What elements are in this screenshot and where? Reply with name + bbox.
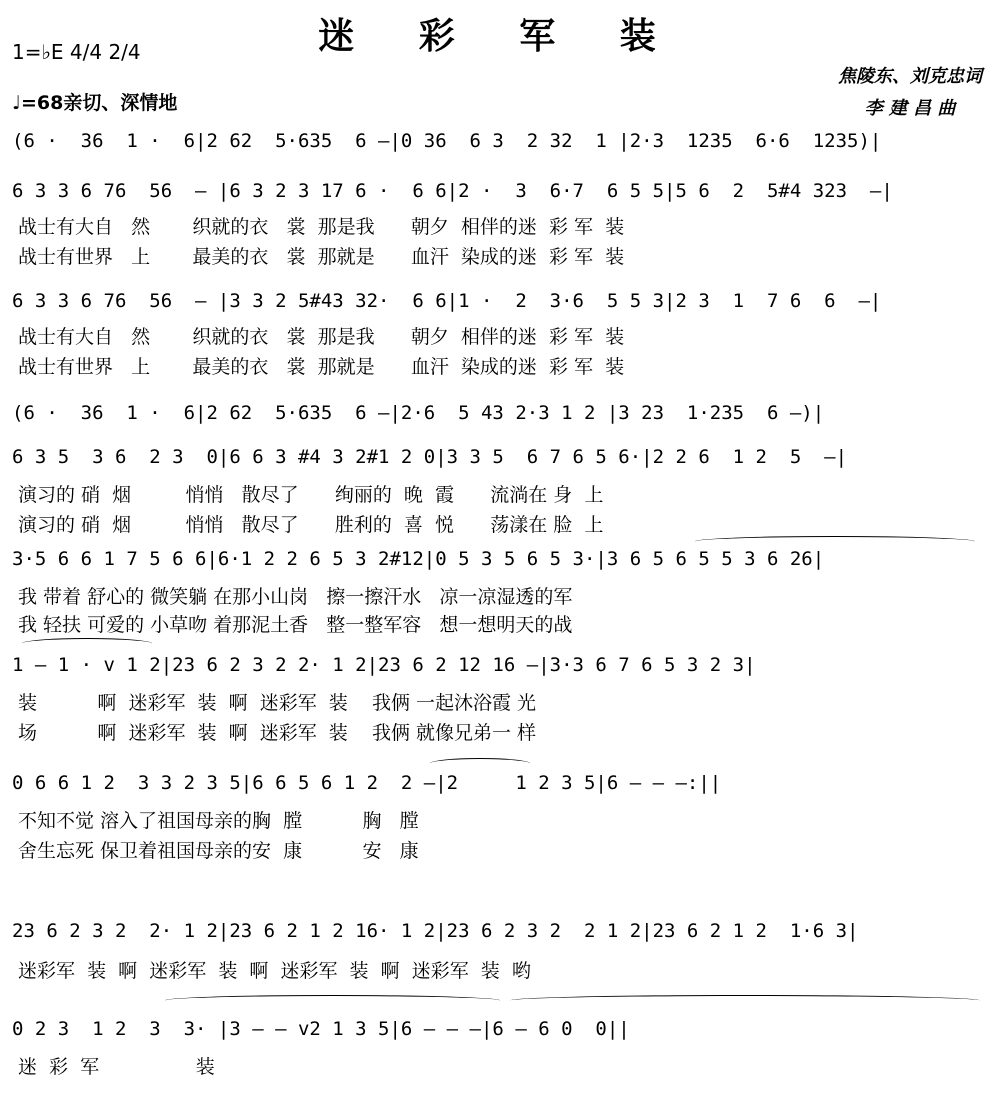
notation-row-intro: (6 · 36 1 · 6|2 62 5·635 6 —|0 36 6 3 2 32 1 |2·3 1235 6·6 1235)| xyxy=(12,130,882,152)
composer: 李 建 昌 曲 xyxy=(864,98,956,119)
notation-row: 6 3 3 6 76 56 — |6 3 2 3 17 6 · 6 6|2 · 3 6·7 6 5 5|5 6 2 5#4 323 —| xyxy=(12,180,893,202)
slur-arc xyxy=(22,638,152,649)
slur-arc xyxy=(510,995,980,1006)
key-signature: 1=♭E 4/4 2/4 xyxy=(12,40,141,64)
lyric-line-1: 装 啊 迷彩军 装 啊 迷彩军 装 我俩 一起沐浴霞 光 xyxy=(18,692,537,714)
slur-arc xyxy=(165,995,500,1006)
notation-row: 3·5 6 6 1 7 5 6 6|6·1 2 2 6 5 3 2#12|0 5 3 5 6 5 3·|3 6 5 6 5 5 3 6 26| xyxy=(12,548,825,570)
lyric-line-1: 迷彩军 装 啊 迷彩军 装 啊 迷彩军 装 啊 迷彩军 装 哟 xyxy=(18,960,531,982)
notation-row: 6 3 5 3 6 2 3 0|6 6 3 #4 3 2#1 2 0|3 3 5 6 7 6 5 6·|2 2 6 1 2 5 —| xyxy=(12,446,848,468)
notation-row-interlude: (6 · 36 1 · 6|2 62 5·635 6 —|2·6 5 43 2·3 1 2 |3 23 1·235 6 —)| xyxy=(12,402,825,424)
tempo-marking: ♩=68亲切、深情地 xyxy=(12,92,178,114)
song-title: 迷 彩 军 装 xyxy=(318,16,682,57)
lyric-line-2: 演习的 硝 烟 悄悄 散尽了 胜利的 喜 悦 荡漾在 脸 上 xyxy=(18,514,604,536)
lyric-line-1: 战士有大自 然 织就的衣 裳 那是我 朝夕 相伴的迷 彩 军 装 xyxy=(18,216,625,238)
lyric-line-2: 战士有世界 上 最美的衣 裳 那就是 血汗 染成的迷 彩 军 装 xyxy=(18,356,625,378)
lyric-line-1: 迷 彩 军 装 xyxy=(18,1056,215,1078)
slur-arc xyxy=(695,536,975,547)
notation-row: 0 6 6 1 2 3 3 2 3 5|6 6 5 6 1 2 2 —|2 1 2 3 5|6 — — —:|| xyxy=(12,772,722,794)
notation-row: 6 3 3 6 76 56 — |3 3 2 5#43 32· 6 6|1 · 2 3·6 5 5 3|2 3 1 7 6 6 —| xyxy=(12,290,882,312)
lyric-line-1: 我 带着 舒心的 微笑躺 在那小山岗 擦一擦汗水 凉一凉湿透的军 xyxy=(18,586,573,608)
lyric-line-2: 我 轻扶 可爱的 小草吻 着那泥土香 整一整军容 想一想明天的战 xyxy=(18,614,573,636)
slur-arc xyxy=(430,758,530,769)
lyricist: 焦陵东、刘克忠词 xyxy=(838,66,982,87)
lyric-line-2: 舍生忘死 保卫着祖国母亲的安 康 安 康 xyxy=(18,840,419,862)
credits xyxy=(838,62,982,126)
notation-row: 1 — 1 · v 1 2|23 6 2 3 2 2· 1 2|23 6 2 12 16 —|3·3 6 7 6 5 3 2 3| xyxy=(12,654,756,676)
notation-row: 23 6 2 3 2 2· 1 2|23 6 2 1 2 16· 1 2|23 6 2 3 2 2 1 2|23 6 2 1 2 1·6 3| xyxy=(12,920,859,942)
lyric-line-2: 战士有世界 上 最美的衣 裳 那就是 血汗 染成的迷 彩 军 装 xyxy=(18,246,625,268)
lyric-line-1: 演习的 硝 烟 悄悄 散尽了 绚丽的 晚 霞 流淌在 身 上 xyxy=(18,484,604,506)
notation-row-final: 0 2 3 1 2 3 3· |3 — — v2 1 3 5|6 — — —|6 — 6 0 0|| xyxy=(12,1018,630,1040)
lyric-line-2: 场 啊 迷彩军 装 啊 迷彩军 装 我俩 就像兄弟一 样 xyxy=(18,722,537,744)
lyric-line-1: 不知不觉 溶入了祖国母亲的胸 膛 胸 膛 xyxy=(18,810,419,832)
lyric-line-1: 战士有大自 然 织就的衣 裳 那是我 朝夕 相伴的迷 彩 军 装 xyxy=(18,326,625,348)
